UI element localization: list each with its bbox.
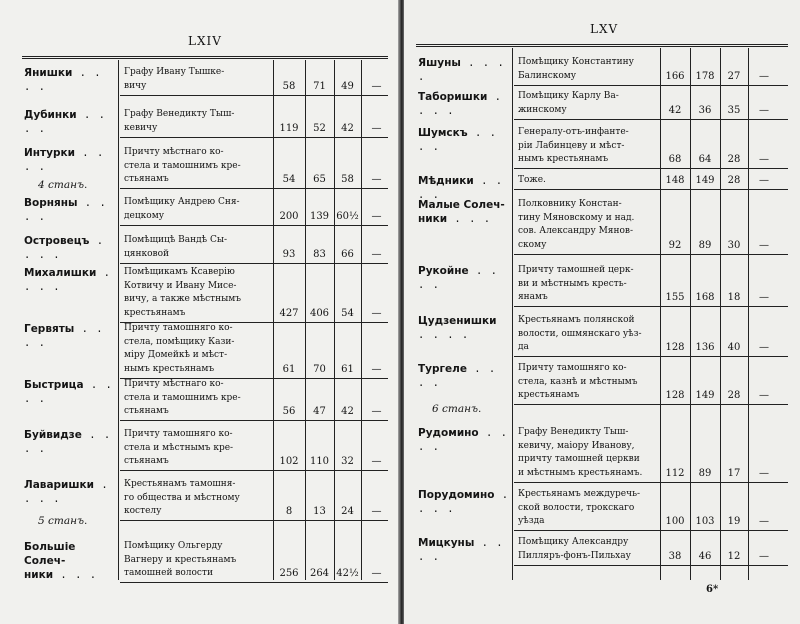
row-rule	[514, 404, 788, 405]
place-name	[24, 196, 116, 224]
value-cell: 89	[698, 239, 712, 251]
leader-dots: . . .	[447, 213, 492, 225]
leader-dots: . . . .	[24, 147, 105, 173]
value-cell: 52	[313, 122, 326, 134]
value-cell: 178	[695, 70, 715, 82]
place-label: Большіе Солеч- ники	[24, 541, 76, 581]
value-dash: —	[759, 70, 769, 82]
value-dash: —	[759, 390, 769, 401]
place-label: Тургеле	[418, 363, 467, 375]
value-dash: —	[759, 104, 769, 116]
value-cell: 149	[695, 390, 715, 401]
place-name	[418, 198, 510, 226]
place-name	[24, 322, 116, 350]
value-cell: 128	[665, 342, 685, 353]
leader-dots: . . . .	[418, 329, 470, 341]
owner-text: Помѣщикамъ Ксаверію Котвичу и Ивану Мисе- вичу, а также мѣстнымъ крестьянамъ	[124, 267, 242, 318]
column-rule	[690, 48, 691, 580]
value-cell: 166	[665, 70, 685, 82]
value-cell: 200	[279, 210, 299, 222]
owner-text: Помѣщику Карлу Ва- жинскому	[518, 91, 619, 115]
place-label: Цудзенишки	[418, 315, 497, 327]
value-dash: —	[371, 248, 382, 260]
value-cell: 136	[695, 342, 715, 353]
place-name	[418, 362, 510, 390]
value-cell: 54	[341, 307, 354, 319]
value-cell: 42	[668, 104, 682, 116]
value-cell: 128	[665, 390, 685, 401]
row-rule	[120, 188, 388, 189]
value-dash: —	[759, 516, 769, 527]
value-cell: 28	[727, 175, 741, 186]
owner-text: Причту тамошняго ко- стела и мѣстнымъ кре- стьянамъ	[124, 429, 234, 466]
row-rule	[120, 263, 388, 264]
value-cell: 35	[727, 104, 741, 116]
value-cell: 18	[727, 292, 741, 303]
row-rule	[120, 225, 388, 226]
value-cell: 8	[285, 506, 293, 517]
district-heading: 5 станъ.	[38, 515, 88, 527]
value-cell: 28	[727, 154, 741, 165]
value-cell: 102	[279, 456, 299, 467]
place-name	[24, 478, 116, 506]
right-page	[404, 0, 800, 624]
value-cell: 61	[341, 363, 354, 375]
place-name	[24, 378, 116, 406]
leader-dots: . . . .	[418, 427, 508, 453]
column-rule	[512, 48, 513, 580]
value-cell: 119	[279, 122, 299, 134]
value-cell: 139	[309, 210, 330, 222]
row-rule	[120, 520, 388, 521]
row-rule	[514, 530, 788, 531]
place-label: Рудомино	[418, 427, 479, 439]
column-rule	[748, 48, 749, 580]
leader-dots: . . . .	[24, 67, 102, 93]
value-dash: —	[759, 154, 769, 165]
value-cell: 24	[341, 506, 354, 517]
value-cell: 168	[695, 292, 715, 303]
column-rule	[118, 60, 119, 580]
value-cell: 83	[313, 248, 326, 260]
value-cell: 36	[698, 104, 712, 116]
owner-text: Крестьянамъ тамошня- го общества и мѣстному костелу	[124, 479, 240, 516]
column-rule	[334, 60, 335, 580]
place-name	[24, 108, 116, 136]
value-dash: —	[371, 174, 382, 185]
row-rule	[514, 565, 788, 566]
place-label: Дубинки	[24, 109, 77, 121]
value-dash: —	[371, 122, 382, 134]
value-cell: 155	[665, 292, 685, 303]
leader-dots: . . . .	[24, 267, 112, 293]
value-cell: 46	[698, 550, 712, 562]
value-cell: 256	[279, 568, 299, 579]
value-dash: —	[371, 307, 382, 319]
value-cell: 12	[727, 550, 741, 562]
row-rule	[514, 168, 788, 169]
leader-dots: . . . .	[418, 537, 504, 563]
owner-text: Помѣщицѣ Вандѣ Сы- цянковой	[124, 235, 228, 259]
value-cell: 56	[282, 406, 296, 417]
place-name	[418, 488, 510, 516]
row-rule	[514, 254, 788, 255]
leader-dots: . . . .	[418, 175, 504, 201]
row-rule	[514, 189, 788, 190]
owner-text: Помѣщику Ольгерду Вагнеру и крестьянамъ тамошней волости	[124, 541, 237, 578]
leader-dots: . . . .	[24, 197, 107, 223]
owner-text: Крестьянамъ междуречь- ской волости, трокскаго уѣзда	[518, 489, 641, 526]
value-cell: 49	[341, 80, 354, 92]
district-heading: 6 станъ.	[432, 403, 482, 415]
place-name	[418, 126, 510, 154]
row-rule	[120, 582, 388, 583]
leader-dots: . . . .	[418, 57, 505, 83]
value-dash: —	[759, 239, 769, 251]
value-cell: 13	[313, 506, 326, 517]
place-name	[24, 234, 116, 262]
place-label: Быстрица	[24, 379, 84, 391]
value-cell: 92	[668, 239, 682, 251]
place-label: Островецъ	[24, 235, 90, 247]
value-cell: 427	[279, 307, 299, 319]
value-cell: 28	[727, 390, 741, 401]
place-name	[418, 90, 510, 118]
leader-dots: . . . .	[24, 479, 109, 505]
column-rule	[361, 60, 362, 580]
value-cell: 93	[282, 248, 296, 260]
value-cell: 27	[727, 70, 741, 82]
owner-text: Помѣщику Андрею Сня- децкому	[124, 197, 240, 221]
value-dash: —	[759, 550, 769, 562]
value-cell: 61	[282, 363, 296, 375]
place-name	[24, 266, 116, 294]
place-name	[418, 314, 510, 342]
owner-text: Графу Ивану Тышке- вичу	[124, 67, 225, 91]
value-dash: —	[371, 568, 382, 579]
row-rule	[514, 119, 788, 120]
place-label: Мѣдники	[418, 175, 474, 187]
value-cell: 89	[698, 467, 712, 479]
value-dash: —	[371, 506, 382, 517]
leader-dots: . . . .	[418, 363, 497, 389]
row-rule	[120, 420, 388, 421]
value-cell: 406	[309, 307, 330, 319]
place-name	[418, 56, 510, 84]
place-name	[24, 428, 116, 456]
value-dash: —	[759, 467, 769, 479]
place-name	[418, 536, 510, 564]
value-dash: —	[371, 406, 382, 417]
place-name	[418, 426, 510, 454]
place-label: Гервяты	[24, 323, 75, 335]
place-label: Яшуны	[418, 57, 461, 69]
owner-text: Крестьянамъ полянской волости, ошмянскаго уѣз- да	[518, 315, 642, 352]
owner-text: Помѣщику Александру Пилляръ-фонъ-Пильхау	[518, 537, 631, 561]
value-cell: 68	[668, 154, 682, 165]
value-cell: 110	[309, 456, 330, 467]
leader-dots: . . . .	[24, 429, 112, 455]
owner-text: Графу Венедикту Тыш- кевичу	[124, 109, 235, 133]
leader-dots: . . . .	[24, 235, 105, 261]
value-cell: 148	[665, 175, 685, 186]
table-top-rule	[22, 56, 388, 59]
leader-dots: . . . .	[24, 323, 104, 349]
leader-dots: . . . .	[418, 489, 510, 515]
value-cell: 47	[313, 406, 326, 417]
value-cell: 64	[698, 154, 712, 165]
owner-text: Причту мѣстнаго ко- стела и тамошнимъ кре- стьянамъ	[124, 147, 241, 184]
value-cell: 32	[341, 456, 354, 467]
value-cell: 71	[313, 80, 326, 92]
value-cell: 30	[727, 239, 741, 251]
column-rule	[720, 48, 721, 580]
value-cell: 42½	[336, 568, 359, 579]
row-rule	[120, 137, 388, 138]
leader-dots: . . . .	[24, 379, 113, 405]
value-cell: 112	[665, 467, 685, 479]
owner-text: Причту тамошняго ко- стела, помѣщику Кази- міру Домейкѣ и мѣст- нымъ крестьянамъ	[124, 323, 235, 374]
place-name	[418, 264, 510, 292]
column-rule	[305, 60, 306, 580]
owner-text: Помѣщику Константину Балинскому	[518, 57, 634, 81]
value-cell: 19	[727, 516, 741, 527]
value-dash: —	[371, 80, 382, 92]
owner-text: Причту мѣстнаго ко- стела и тамошнимъ кре- стьянамъ	[124, 379, 241, 416]
value-dash: —	[759, 175, 769, 186]
value-dash: —	[371, 210, 382, 222]
value-cell: 100	[665, 516, 685, 527]
value-dash: —	[759, 342, 769, 353]
place-name	[24, 66, 116, 94]
value-cell: 40	[727, 342, 741, 353]
row-rule	[514, 356, 788, 357]
leader-dots: . . . .	[418, 127, 497, 153]
place-label: Таборишки	[418, 91, 488, 103]
place-label: Интурки	[24, 147, 75, 159]
place-label: Мицкуны	[418, 537, 475, 549]
owner-text: Причту тамошней церк- ви и мѣстнымъ кресть- янамъ	[518, 265, 634, 302]
value-cell: 58	[341, 174, 354, 185]
table-top-rule	[416, 44, 788, 47]
value-cell: 42	[341, 122, 354, 134]
place-label: Лаваришки	[24, 479, 95, 491]
value-cell: 58	[282, 80, 296, 92]
owner-text: Тоже.	[518, 175, 546, 185]
leader-dots: . . . .	[418, 265, 498, 291]
value-cell: 42	[341, 406, 354, 417]
value-cell: 66	[341, 248, 354, 260]
row-rule	[120, 95, 388, 96]
place-label: Малые Солеч- ники	[418, 199, 505, 225]
place-label: Шумскъ	[418, 127, 468, 139]
owner-text: Полковнику Констан- тину Мяновскому и над. сов. Александру Мянов- скому	[518, 199, 635, 250]
place-label: Буйвидзе	[24, 429, 82, 441]
row-rule	[514, 85, 788, 86]
value-cell: 149	[695, 175, 715, 186]
leader-dots: . . . .	[24, 109, 106, 135]
district-heading: 4 станъ.	[38, 179, 88, 191]
place-name	[24, 146, 116, 174]
signature-mark: 6*	[706, 584, 719, 595]
value-cell: 70	[313, 363, 326, 375]
value-cell: 38	[668, 550, 682, 562]
row-rule	[514, 306, 788, 307]
owner-text: Графу Венедикту Тыш- кевичу, маіору Иванову, причту тамошней церкви и мѣстнымъ крестьянамъ.	[518, 427, 643, 478]
place-name	[24, 540, 116, 582]
value-cell: 65	[313, 174, 326, 185]
page-number: LXV	[590, 22, 619, 36]
place-label: Янишки	[24, 67, 73, 79]
row-rule	[120, 470, 388, 471]
value-dash: —	[759, 292, 769, 303]
value-dash: —	[371, 363, 382, 375]
owner-text: Причту тамошняго ко- стела, казнѣ и мѣстнымъ крестьянамъ	[518, 363, 638, 400]
column-rule	[273, 60, 274, 580]
value-cell: 60½	[336, 210, 359, 222]
place-label: Ворняны	[24, 197, 78, 209]
value-cell: 264	[309, 568, 330, 579]
row-rule	[514, 482, 788, 483]
place-label: Михалишки	[24, 267, 97, 279]
place-label: Рукойне	[418, 265, 469, 277]
owner-text: Генералу-отъ-инфанте- ріи Лабинцеву и мѣст- нымъ крестьянамъ	[518, 127, 629, 164]
column-rule	[660, 48, 661, 580]
place-label: Порудомино	[418, 489, 495, 501]
leader-dots: . . .	[53, 569, 98, 581]
leader-dots: . . . .	[418, 91, 502, 117]
value-dash: —	[371, 456, 382, 467]
value-cell: 17	[727, 467, 741, 479]
value-cell: 103	[695, 516, 715, 527]
page-number: LXIV	[188, 34, 222, 48]
value-cell: 54	[282, 174, 296, 185]
